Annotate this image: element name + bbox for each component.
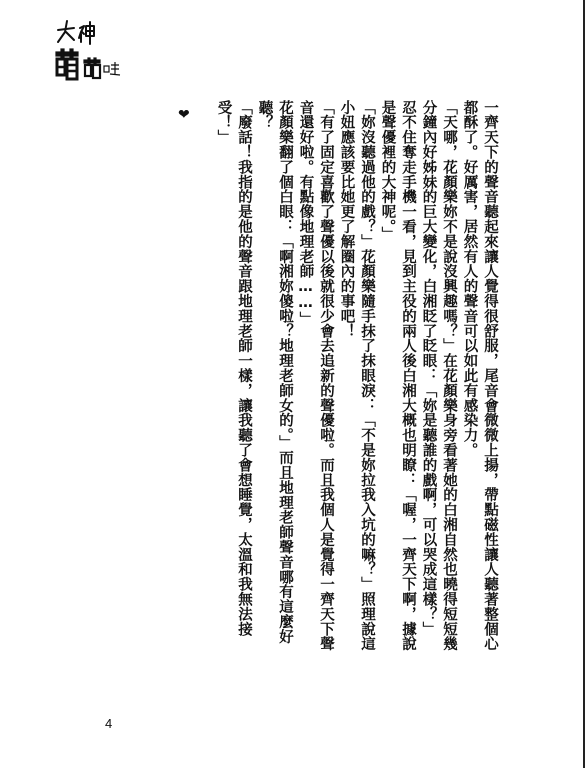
paragraph: 「有了固定喜歡了聲優以後就很少會去追新的聲優啦。而且我個人是覺得一齊天下聲音還好啦。有點像地理老師……」 — [297, 100, 334, 652]
logo — [52, 18, 132, 86]
paragraph: 「天哪，花顏樂妳不是說沒興趣嗎？」在花顏樂身旁看著她的白湘自然也曉得短短幾分鐘內好姊妹的巨大變化，白湘眨了眨眼：「妳是聽誰的戲啊，可以哭成這樣？」 — [420, 100, 457, 652]
page-number: 4 — [105, 716, 113, 731]
paragraph: 一齊天下的聲音聽起來讓人覺得很舒服，尾音會微微上揚，帶點磁性讓人聽著整個心都酥了。好厲害，居然有人的聲音可以如此有感染力。 — [461, 100, 498, 652]
paragraph: 花顏樂翻了個白眼：「啊湘妳傻啦？地理老師女的。」而且地理老師聲音哪有這麼好聽？ — [256, 100, 293, 645]
vertical-body-text — [213, 100, 500, 660]
paragraph: 「廢話！我指的是他的聲音跟地理老師一樣，讓我聽了會想睡覺，太溫和我無法接受！」 — [215, 100, 252, 637]
heart-icon: ❤ — [178, 107, 190, 123]
paragraph: 忍不住奪走手機一看，見到主役的兩人後白湘大概也明瞭：「喔，一齊天下啊，據說是聲優裡的大神呢。」 — [379, 100, 416, 652]
paragraph: 「妳沒聽過他的戲？」花顏樂隨手抹了抹眼淚：「不是妳拉我入坑的嘛？」照理說這小妞應該要比她更了解圈內的事吧！ — [338, 100, 375, 652]
